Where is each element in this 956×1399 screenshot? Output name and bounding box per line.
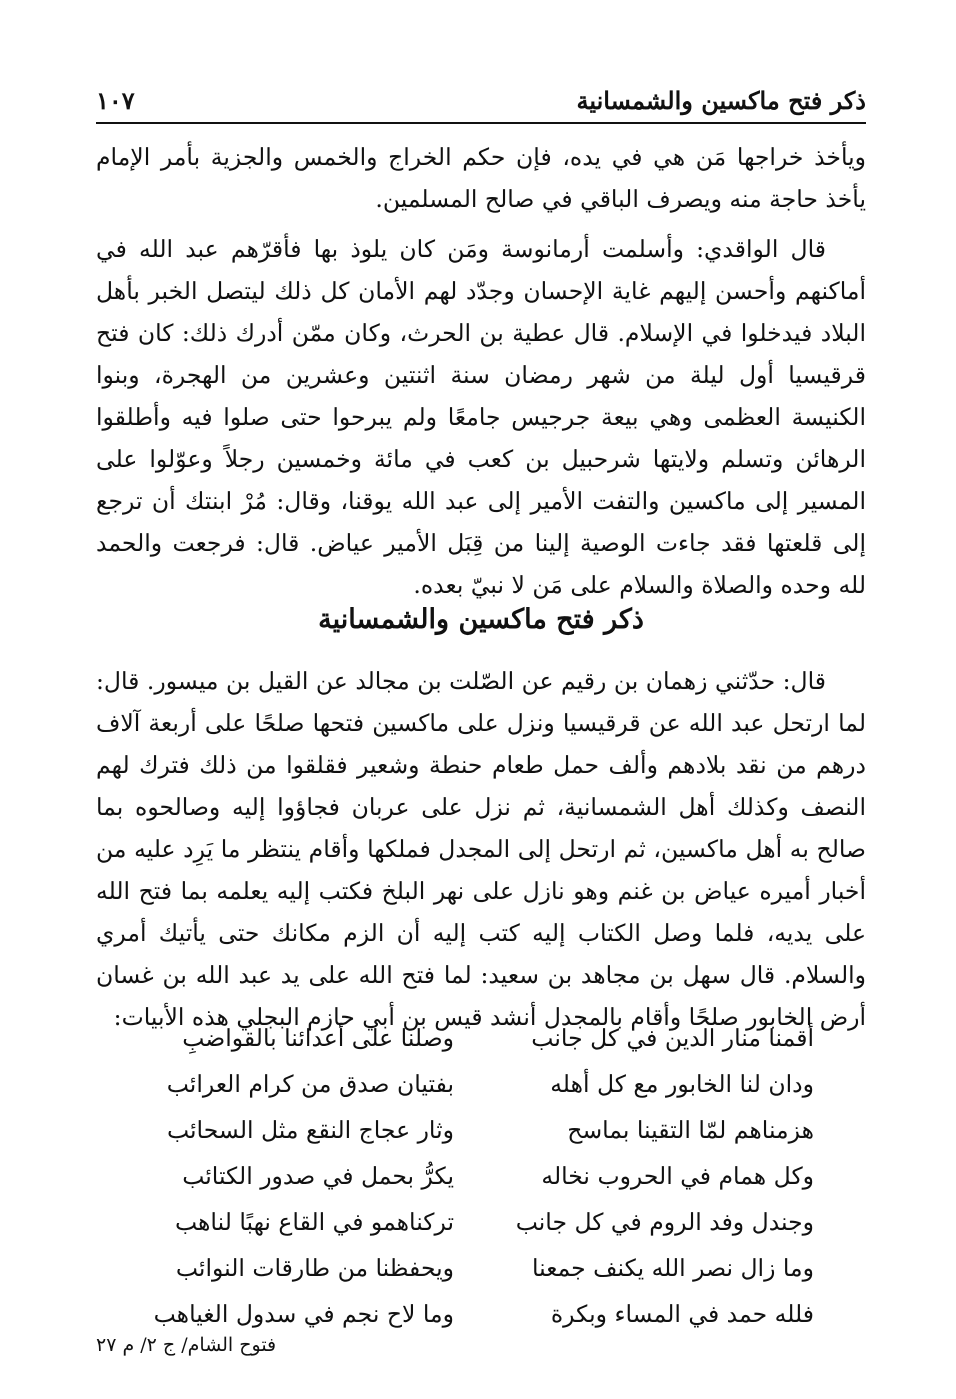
poem-hemistich-second: بفتيان صدق من كرام العرائب — [166, 1070, 454, 1098]
poem-verse — [96, 1116, 866, 1162]
poem-verse — [96, 1162, 866, 1208]
running-title: ذكر فتح ماكسين والشمسانية — [576, 86, 866, 115]
poem-hemistich-second: ويحفظنا من طارقات النوائب — [175, 1254, 454, 1282]
footer-signature: فتوح الشام/ ج ٢/ م ٢٧ — [96, 1334, 277, 1356]
poem-verse — [96, 1024, 866, 1070]
paragraph-text: قال: حدّثني زهمان بن رقيم عن الصّلت بن مجالد عن القيل بن ميسور. قال: لما ارتحل عبد الله عن قرقيسيا ونزل على ماكسين فتحها صلحًا على أربعة آلاف درهم من نقد بلادهم وألف حمل طعام حنطة وشعير فقلقوا من ذلك فترك لهم النصف وكذلك أهل الشمسانية، ثم نزل على عربان فجاؤوا إليه وصالحوه بما صالح به أهل ماكسين، ثم ارتحل إلى المجدل فملكها وأقام ينتظر ما يَرِد عليه من أخبار أميره عياض بن غنم وهو نازل على نهر البلخ فكتب إليه يعلمه بما فتح الله على يديه، فلما وصل الكتاب إليه كتب إليه أن الزم مكانك حتى يأتيك أمري والسلام. قال سهل بن مجاهد بن سعيد: لما فتح الله على يد عبد الله بن غسان أرض الخابور صلحًا وأقام بالمجدل أنشد قيس بن أبي حازم البجلي هذه الأبيات: — [96, 667, 866, 1031]
poem-hemistich-second: وما لاح نجم في سدول الغياهب — [153, 1300, 454, 1328]
paragraph-waqidi — [96, 228, 866, 606]
paragraph-narration — [96, 660, 866, 1038]
section-title: ذكر فتح ماكسين والشمسانية — [318, 604, 644, 635]
poem-verse — [96, 1254, 866, 1300]
poem-hemistich-second: يكرُّ بحمل في صدور الكتائب — [182, 1162, 454, 1190]
poem — [96, 1024, 866, 1346]
paragraph-text: قال الواقدي: وأسلمت أرمانوسة ومَن كان يلوذ بها فأقرّهم عبد الله في أماكنهم وأحسن إليهم غاية الإحسان وجدّد لهم الأمان كل ذلك ليتصل الخبر بأهل البلاد فيدخلوا في الإسلام. قال عطية بن الحرث، وكان ممّن أدرك ذلك: كان فتح قرقيسيا أول ليلة من شهر رمضان سنة اثنتين وعشرين من الهجرة، وبنوا الكنيسة العظمى وهي بيعة جرجيس جامعًا ولم يبرحوا حتى صلوا فيه وأطلقوا الرهائن وتسلم ولايتها شرحبيل بن كعب في مائة وخمسين رجلاً وعوّلوا على المسير إلى ماكسين والتفت الأمير إلى عبد الله يوقنا، وقال: مُرْ ابنتك أن ترجع إلى قلعتها فقد جاءت الوصية إلينا من قِبَل الأمير عياض. قال: فرجعت والحمد لله وحده والصلاة والسلام على مَن لا نبيّ بعده. — [96, 235, 866, 599]
poem-hemistich-second: وصلنا على أعدائنا بالقواضبِ — [182, 1024, 454, 1052]
poem-verse — [96, 1208, 866, 1254]
poem-hemistich-first: فلله حمد في المساء وبكرة — [550, 1300, 814, 1328]
poem-hemistich-first: هزمناهم لمّا التقينا بماسح — [567, 1116, 814, 1144]
poem-hemistich-first: ودان لنا الخابور مع كل أهله — [550, 1070, 814, 1098]
poem-hemistich-first: وما زال نصر الله يكنف جمعنا — [532, 1254, 814, 1282]
poem-hemistich-first: أقمنا منار الدين في كل جانب — [531, 1024, 814, 1052]
poem-hemistich-second: وثار عجاج النقع مثل السحائب — [166, 1116, 454, 1144]
paragraph-text: ويأخذ خراجها مَن هي في يده، فإن حكم الخراج والخمس والجزية بأمر الإمام يأخذ حاجة منه ويصرف الباقي في صالح المسلمين. — [96, 143, 866, 213]
poem-verse — [96, 1070, 866, 1116]
page-number: ١٠٧ — [96, 86, 135, 115]
poem-hemistich-first: وكل همام في الحروب نخاله — [541, 1162, 814, 1190]
poem-hemistich-second: تركناهمو في القاع نهبًا لناهب — [174, 1208, 454, 1236]
page-header — [96, 82, 866, 124]
paragraph-continuation — [96, 136, 866, 220]
poem-hemistich-first: وجندل وفد الروم في كل جانب — [515, 1208, 814, 1236]
